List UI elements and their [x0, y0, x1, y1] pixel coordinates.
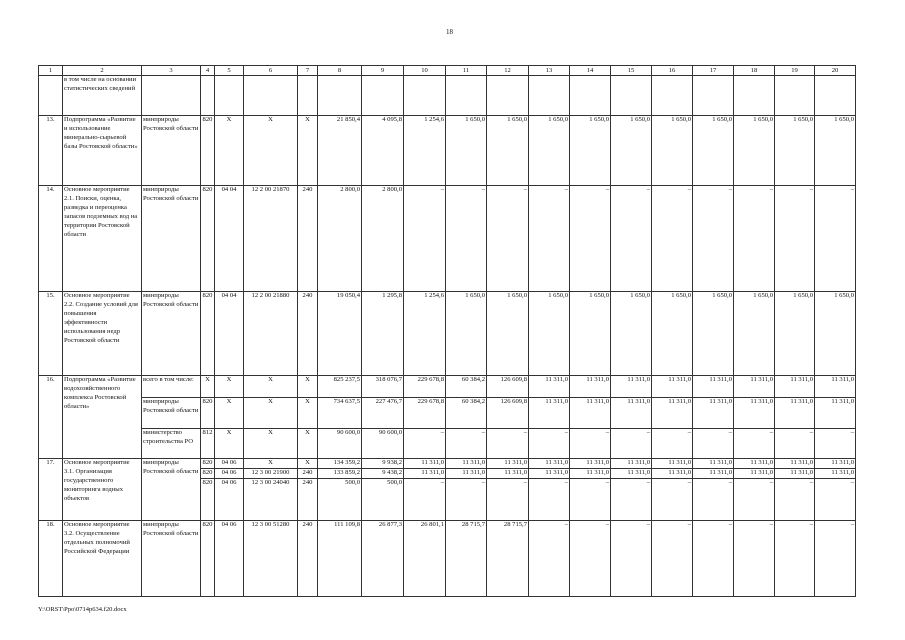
amount-cell: 9 938,2: [362, 459, 404, 469]
amount-cell: 11 311,0: [775, 398, 815, 429]
grbs-code: 820: [201, 398, 215, 429]
amount-cell: –: [529, 429, 570, 459]
amount-cell: 229 678,8: [404, 398, 446, 429]
amount-cell: –: [529, 521, 570, 597]
amount-cell: 1 650,0: [611, 116, 652, 186]
grbs-code: 820: [201, 479, 215, 521]
amount-cell: 11 311,0: [815, 398, 856, 429]
amount-cell: 11 311,0: [611, 376, 652, 398]
table-row: [39, 116, 856, 186]
amount-cell: [570, 76, 611, 116]
amount-cell: [487, 76, 529, 116]
amount-cell: –: [775, 479, 815, 521]
csr-code: 12 2 00 21880: [244, 292, 298, 376]
rzpr-code: 04 04: [215, 186, 244, 292]
csr-code: Х: [244, 376, 298, 398]
row-number: [39, 76, 63, 116]
amount-cell: –: [446, 479, 487, 521]
row-number: 15.: [39, 292, 63, 376]
amount-cell: 734 637,5: [318, 398, 362, 429]
amount-cell: 11 311,0: [487, 459, 529, 469]
amount-cell: [404, 76, 446, 116]
program-name: Основное мероприятие 3.2. Осуществление отдельных полномочий Российской Федерации: [63, 521, 142, 597]
amount-cell: 26 801,1: [404, 521, 446, 597]
column-header: 16: [652, 66, 693, 76]
amount-cell: 1 650,0: [734, 292, 775, 376]
amount-cell: –: [652, 186, 693, 292]
rzpr-code: 04 06: [215, 521, 244, 597]
vr-code: 240: [298, 479, 318, 521]
file-path-footer: Y:\ORST\Ppo\0714p634.f20.docx: [38, 606, 127, 613]
amount-cell: 11 311,0: [775, 459, 815, 469]
vr-code: 240: [298, 521, 318, 597]
rzpr-code: Х: [215, 398, 244, 429]
vr-code: Х: [298, 116, 318, 186]
vr-code: Х: [298, 429, 318, 459]
amount-cell: –: [570, 186, 611, 292]
amount-cell: –: [815, 429, 856, 459]
amount-cell: –: [693, 186, 734, 292]
column-header: 17: [693, 66, 734, 76]
amount-cell: 318 076,7: [362, 376, 404, 398]
column-header: 4: [201, 66, 215, 76]
table-row: [39, 429, 856, 459]
amount-cell: 1 650,0: [529, 116, 570, 186]
amount-cell: 11 311,0: [693, 469, 734, 479]
amount-cell: –: [693, 429, 734, 459]
amount-cell: –: [611, 479, 652, 521]
amount-cell: 11 311,0: [404, 469, 446, 479]
column-header: 9: [362, 66, 404, 76]
rzpr-code: 04 06: [215, 459, 244, 469]
amount-cell: 134 359,2: [318, 459, 362, 469]
rzpr-code: [215, 76, 244, 116]
amount-cell: –: [611, 186, 652, 292]
amount-cell: 28 715,7: [487, 521, 529, 597]
vr-code: [298, 76, 318, 116]
csr-code: Х: [244, 429, 298, 459]
executor-name: всего в том числе:: [142, 376, 201, 398]
amount-cell: 2 800,0: [362, 186, 404, 292]
amount-cell: 227 476,7: [362, 398, 404, 429]
row-number: 13.: [39, 116, 63, 186]
row-number: 18.: [39, 521, 63, 597]
amount-cell: 26 877,3: [362, 521, 404, 597]
column-header: 3: [142, 66, 201, 76]
amount-cell: 11 311,0: [446, 469, 487, 479]
grbs-code: 820: [201, 521, 215, 597]
amount-cell: [734, 76, 775, 116]
amount-cell: 11 311,0: [570, 469, 611, 479]
amount-cell: 126 609,8: [487, 398, 529, 429]
column-header: 6: [244, 66, 298, 76]
column-header: 8: [318, 66, 362, 76]
amount-cell: 1 650,0: [487, 292, 529, 376]
amount-cell: 500,0: [362, 479, 404, 521]
amount-cell: –: [734, 521, 775, 597]
grbs-code: 820: [201, 116, 215, 186]
amount-cell: –: [734, 186, 775, 292]
amount-cell: 229 678,8: [404, 376, 446, 398]
amount-cell: 11 311,0: [652, 459, 693, 469]
amount-cell: 133 859,2: [318, 469, 362, 479]
csr-code: Х: [244, 459, 298, 469]
amount-cell: 1 650,0: [775, 116, 815, 186]
amount-cell: [318, 76, 362, 116]
column-header-row: [39, 66, 856, 76]
amount-cell: [529, 76, 570, 116]
amount-cell: 825 237,5: [318, 376, 362, 398]
amount-cell: 1 650,0: [611, 292, 652, 376]
grbs-code: 820: [201, 469, 215, 479]
amount-cell: 1 650,0: [487, 116, 529, 186]
page-number: 18: [446, 28, 453, 36]
column-header: 1: [39, 66, 63, 76]
amount-cell: 11 311,0: [775, 469, 815, 479]
amount-cell: 11 311,0: [734, 398, 775, 429]
row-number: 17.: [39, 459, 63, 521]
column-header: 2: [63, 66, 142, 76]
column-header: 13: [529, 66, 570, 76]
amount-cell: 90 600,0: [318, 429, 362, 459]
amount-cell: –: [652, 479, 693, 521]
row-number: 16.: [39, 376, 63, 459]
amount-cell: –: [693, 479, 734, 521]
amount-cell: 11 311,0: [652, 398, 693, 429]
amount-cell: 11 311,0: [529, 398, 570, 429]
amount-cell: [815, 76, 856, 116]
amount-cell: 60 384,2: [446, 398, 487, 429]
amount-cell: 11 311,0: [734, 459, 775, 469]
amount-cell: 11 311,0: [446, 459, 487, 469]
amount-cell: –: [775, 186, 815, 292]
vr-code: 240: [298, 292, 318, 376]
amount-cell: 11 311,0: [529, 376, 570, 398]
amount-cell: 1 650,0: [652, 116, 693, 186]
amount-cell: 1 650,0: [815, 116, 856, 186]
amount-cell: 1 650,0: [570, 292, 611, 376]
amount-cell: –: [446, 186, 487, 292]
amount-cell: 11 311,0: [570, 376, 611, 398]
amount-cell: 11 311,0: [529, 469, 570, 479]
amount-cell: 2 800,0: [318, 186, 362, 292]
amount-cell: 1 254,6: [404, 292, 446, 376]
amount-cell: [611, 76, 652, 116]
amount-cell: 1 650,0: [529, 292, 570, 376]
amount-cell: –: [815, 521, 856, 597]
amount-cell: 1 650,0: [652, 292, 693, 376]
column-header: 20: [815, 66, 856, 76]
amount-cell: 126 609,8: [487, 376, 529, 398]
table-row: [39, 398, 856, 429]
csr-code: 12 2 00 21870: [244, 186, 298, 292]
amount-cell: 21 850,4: [318, 116, 362, 186]
amount-cell: –: [775, 521, 815, 597]
amount-cell: –: [529, 186, 570, 292]
amount-cell: 4 095,8: [362, 116, 404, 186]
budget-table: [38, 65, 856, 597]
amount-cell: 11 311,0: [815, 469, 856, 479]
amount-cell: 11 311,0: [404, 459, 446, 469]
amount-cell: –: [487, 186, 529, 292]
amount-cell: 28 715,7: [446, 521, 487, 597]
column-header: 12: [487, 66, 529, 76]
amount-cell: 11 311,0: [693, 459, 734, 469]
column-header: 14: [570, 66, 611, 76]
vr-code: Х: [298, 398, 318, 429]
rzpr-code: Х: [215, 376, 244, 398]
amount-cell: 1 650,0: [570, 116, 611, 186]
rzpr-code: Х: [215, 429, 244, 459]
executor-name: минприроды Ростовской области: [142, 186, 201, 292]
rzpr-code: 04 06: [215, 479, 244, 521]
program-name: Основное мероприятие 2.2. Создание условий для повышения эффективности использования недр Ростовской области: [63, 292, 142, 376]
executor-name: минприроды Ростовской области: [142, 116, 201, 186]
amount-cell: 1 650,0: [693, 292, 734, 376]
amount-cell: –: [446, 429, 487, 459]
amount-cell: 11 311,0: [570, 398, 611, 429]
executor-name: минприроды Ростовской области: [142, 459, 201, 521]
amount-cell: –: [611, 429, 652, 459]
amount-cell: –: [487, 479, 529, 521]
csr-code: 12 3 00 21900: [244, 469, 298, 479]
column-header: 15: [611, 66, 652, 76]
amount-cell: 1 650,0: [734, 116, 775, 186]
csr-code: 12 3 00 51280: [244, 521, 298, 597]
amount-cell: [446, 76, 487, 116]
amount-cell: 111 109,8: [318, 521, 362, 597]
program-name: Подпрограмма «Развитие водохозяйственного комплекса Ростовской области»: [63, 376, 142, 459]
amount-cell: 11 311,0: [693, 376, 734, 398]
executor-name: минприроды Ростовской области: [142, 521, 201, 597]
csr-code: [244, 76, 298, 116]
amount-cell: –: [734, 479, 775, 521]
amount-cell: –: [570, 429, 611, 459]
table-row: [39, 459, 856, 469]
vr-code: Х: [298, 376, 318, 398]
amount-cell: 1 650,0: [815, 292, 856, 376]
amount-cell: 500,0: [318, 479, 362, 521]
amount-cell: –: [404, 186, 446, 292]
program-name: Основное мероприятие 2.1. Поиски, оценка, разведка и переоценка запасов подземных вод на территории Ростовской области: [63, 186, 142, 292]
amount-cell: –: [775, 429, 815, 459]
amount-cell: –: [734, 429, 775, 459]
amount-cell: [693, 76, 734, 116]
amount-cell: 11 311,0: [815, 376, 856, 398]
amount-cell: 1 650,0: [775, 292, 815, 376]
amount-cell: –: [815, 186, 856, 292]
amount-cell: 1 650,0: [446, 292, 487, 376]
column-header: 11: [446, 66, 487, 76]
executor-name: минприроды Ростовской области: [142, 292, 201, 376]
column-header: 19: [775, 66, 815, 76]
column-header: 18: [734, 66, 775, 76]
grbs-code: 812: [201, 429, 215, 459]
executor-name: министерство строительства РО: [142, 429, 201, 459]
amount-cell: –: [611, 521, 652, 597]
amount-cell: 1 650,0: [446, 116, 487, 186]
column-header: 10: [404, 66, 446, 76]
grbs-code: 820: [201, 459, 215, 469]
amount-cell: –: [487, 429, 529, 459]
amount-cell: 11 311,0: [529, 459, 570, 469]
amount-cell: –: [529, 479, 570, 521]
table-row: [39, 521, 856, 597]
amount-cell: 11 311,0: [652, 469, 693, 479]
amount-cell: [775, 76, 815, 116]
amount-cell: 60 384,2: [446, 376, 487, 398]
table-row: [39, 376, 856, 398]
grbs-code: 820: [201, 186, 215, 292]
amount-cell: –: [570, 479, 611, 521]
vr-code: 240: [298, 469, 318, 479]
column-header: 7: [298, 66, 318, 76]
amount-cell: 11 311,0: [775, 376, 815, 398]
program-name: в том числе на основании статистических сведений: [63, 76, 142, 116]
table-body: [39, 66, 856, 597]
program-name: Основное мероприятие 3.1. Организация государственного мониторинга водных объектов: [63, 459, 142, 521]
amount-cell: –: [652, 429, 693, 459]
amount-cell: 11 311,0: [693, 398, 734, 429]
row-number: 14.: [39, 186, 63, 292]
amount-cell: 11 311,0: [734, 469, 775, 479]
csr-code: Х: [244, 398, 298, 429]
vr-code: 240: [298, 186, 318, 292]
table-row: [39, 186, 856, 292]
amount-cell: 1 295,8: [362, 292, 404, 376]
amount-cell: –: [815, 479, 856, 521]
grbs-code: 820: [201, 292, 215, 376]
rzpr-code: 04 04: [215, 292, 244, 376]
grbs-code: [201, 76, 215, 116]
amount-cell: [362, 76, 404, 116]
rzpr-code: Х: [215, 116, 244, 186]
table-row: [39, 76, 856, 116]
amount-cell: 11 311,0: [652, 376, 693, 398]
amount-cell: 90 600,0: [362, 429, 404, 459]
column-header: 5: [215, 66, 244, 76]
program-name: Подпрограмма «Развитие и использование минерально-сырьевой базы Ростовской области»: [63, 116, 142, 186]
table-row: [39, 292, 856, 376]
amount-cell: –: [570, 521, 611, 597]
amount-cell: 11 311,0: [570, 459, 611, 469]
amount-cell: –: [652, 521, 693, 597]
amount-cell: 11 311,0: [815, 459, 856, 469]
grbs-code: Х: [201, 376, 215, 398]
executor-name: [142, 76, 201, 116]
amount-cell: 19 050,4: [318, 292, 362, 376]
amount-cell: –: [404, 429, 446, 459]
amount-cell: 1 254,6: [404, 116, 446, 186]
amount-cell: 11 311,0: [611, 469, 652, 479]
amount-cell: –: [693, 521, 734, 597]
executor-name: минприроды Ростовской области: [142, 398, 201, 429]
amount-cell: 11 311,0: [611, 459, 652, 469]
amount-cell: 9 438,2: [362, 469, 404, 479]
amount-cell: 11 311,0: [487, 469, 529, 479]
rzpr-code: 04 06: [215, 469, 244, 479]
csr-code: 12 3 00 24040: [244, 479, 298, 521]
vr-code: Х: [298, 459, 318, 469]
csr-code: Х: [244, 116, 298, 186]
amount-cell: 1 650,0: [693, 116, 734, 186]
amount-cell: –: [404, 479, 446, 521]
amount-cell: 11 311,0: [611, 398, 652, 429]
amount-cell: 11 311,0: [734, 376, 775, 398]
amount-cell: [652, 76, 693, 116]
